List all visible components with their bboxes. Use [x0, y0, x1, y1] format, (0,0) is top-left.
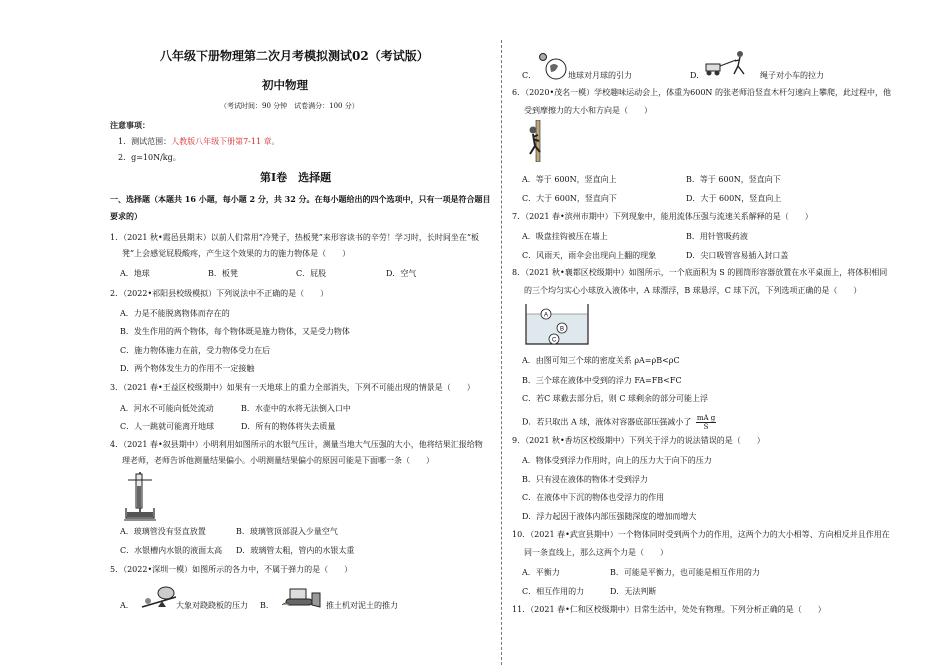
q2-stem: 2．（2022•祁阳县校级模拟）下列说法中不正确的是（ ）: [110, 289, 329, 298]
q8-option-b: B．三个球在液体中受到的浮力 FA=FB<FC: [522, 376, 682, 385]
q5-option-d-letter: D．: [690, 71, 705, 80]
q10-stem-line2: 同一条直线上，那么这两个力是（ ）: [524, 548, 668, 557]
q4-option-d: D．玻璃管太粗，管内的水银太重: [236, 546, 355, 555]
q9-option-c: C．在液体中下沉的物体也受浮力的作用: [522, 493, 665, 502]
ball-a-label: A: [544, 312, 549, 319]
exam-subtitle: 初中物理: [262, 78, 308, 92]
q8-option-d: [522, 414, 716, 431]
q4-option-c: C．水银槽内水银的液面太高: [120, 546, 223, 555]
q8-option-d-text: D．若只取出 A 球，液体对容器底部压强减小了: [522, 417, 692, 427]
notice-2: 2．g=10N/kg。: [118, 153, 181, 162]
q5-option-b: 推土机对泥土的推力: [326, 601, 398, 610]
section-intro-line1: 一、选择题（本题共 16 小题，每小题 2 分，共 32 分。在每小题给出的四个选项中，只有一项是符合题目: [110, 194, 491, 204]
rope-cart-figure: [702, 48, 752, 78]
q1-stem-line2: 凳”上会感觉屁股酸疼，产生这个效果的力的施力物体是（ ）: [122, 249, 351, 258]
ball-b-label: B: [560, 326, 565, 333]
notice-1: [118, 137, 280, 147]
q6-option-c: C．大于 600N，竖直向下: [522, 194, 617, 203]
q9-option-d: D．浮力起因于液体内部压强随深度的增加而增大: [522, 512, 697, 521]
q5-option-b-letter: B．: [260, 601, 274, 610]
q8-option-a: A．由图可知三个球的密度关系 ρA=ρB<ρC: [522, 356, 680, 365]
q7-option-a: A．吸盘挂钩被压在墙上: [522, 232, 608, 241]
earth-moon-figure: [538, 52, 568, 82]
q5-option-c: 地球对月球的引力: [568, 71, 632, 80]
q8-stem-line2: 的三个均匀实心小球放入液体中，A 球漂浮，B 球悬浮，C 球下沉，下列选项正确的是（ ）: [524, 286, 862, 295]
fraction-numerator: mA g: [696, 414, 716, 422]
q11-stem: 11．（2021 春•仁和区校级期中）日常生活中，处处有物理。下列分析正确的是（ ）: [512, 605, 826, 614]
q1-option-b: B．板凳: [208, 269, 238, 278]
q10-option-d: D．无法判断: [610, 587, 657, 596]
q7-option-c: C．风雨天，雨伞会出现向上翻的现象: [522, 251, 657, 260]
q9-option-a: A．物体受到浮力作用时，向上的压力大于向下的压力: [522, 456, 712, 465]
q4-option-b: B．玻璃管顶部混入少量空气: [236, 527, 338, 536]
q2-option-c: C．施力物体施力在前，受力物体受力在后: [120, 346, 271, 355]
q5-option-a-letter: A．: [120, 601, 134, 610]
q5-option-d: 绳子对小车的拉力: [760, 71, 824, 80]
q6-option-b: B．等于 600N，竖直向下: [686, 175, 781, 184]
fraction-denominator: S: [703, 423, 709, 431]
notice-title: 注意事项：: [110, 120, 150, 130]
q4-stem-line1: 4．（2021 春•叙县期中）小明利用如图所示的水银气压计，测量当地大气压强的大小，他将结果汇报给物: [110, 440, 483, 449]
q5-option-a: 大象对跷跷板的压力: [176, 601, 248, 610]
q8-option-d-fraction: [696, 414, 716, 431]
q7-option-b: B．用针管吸药液: [686, 232, 748, 241]
q6-stem-line1: 6．（2020•茂名一模）学校趣味运动会上，体重为600N 的张老师沿竖直木杆匀速向上攀爬，此过程中，他: [512, 88, 891, 97]
section-intro-line2: 要求的）: [110, 211, 142, 221]
q7-option-d: D．尖口吸管容易插入封口盖: [686, 251, 789, 260]
q3-option-b: B．水壶中的水将无法倒入口中: [241, 404, 351, 413]
q3-option-c: C．人一跳就可能离开地球: [120, 422, 215, 431]
container-balls-figure: [524, 302, 590, 346]
q3-option-d: D．所有的物体将失去质量: [241, 422, 336, 431]
q6-stem-line2: 受到摩擦力的大小和方向是（ ）: [524, 106, 652, 115]
notice-1-label: 1．测试范围：: [118, 137, 172, 146]
q8-option-c: C．若C 球截去部分后，则 C 球剩余的部分可能上浮: [522, 394, 708, 403]
q2-option-d: D．两个物体发生力的作用不一定接触: [120, 364, 255, 373]
q10-option-b: B．可能是平衡力，也可能是相互作用的力: [610, 568, 760, 577]
q4-option-a: A．玻璃管没有竖直放置: [120, 527, 206, 536]
q9-option-b: B．只有浸在液体的物体才受到浮力: [522, 475, 648, 484]
q1-option-a: A．地球: [120, 269, 150, 278]
q5-option-c-letter: C．: [522, 71, 537, 80]
q3-stem: 3．（2021 春•王益区校级期中）如果有一天地球上的重力全部消失，下列不可能出现的情景是（ ）: [110, 383, 475, 392]
column-divider: [501, 40, 502, 665]
q3-option-a: A．河水不可能向低处流动: [120, 404, 214, 413]
q10-option-a: A．平衡力: [522, 568, 560, 577]
q9-stem: 9．（2021 秋•香坊区校级期中）下列关于浮力的说法错误的是（ ）: [512, 436, 765, 445]
q6-option-a: A．等于 600N，竖直向上: [522, 175, 617, 184]
elephant-seesaw-figure: [140, 583, 178, 611]
q10-stem-line1: 10．（2021 春•武宣县期中）一个物体同时受到两个力的作用，这两个力的大小相等、方向相反并且作用在: [512, 530, 890, 539]
notice-1-range: 人教版八年级下册第7-11 章。: [171, 137, 280, 146]
q2-option-a: A．力是不能脱离物体而存在的: [120, 309, 230, 318]
q6-option-d: D．大于 600N，竖直向上: [686, 194, 782, 203]
climbing-pole-figure: [524, 120, 552, 162]
q8-stem-line1: 8．（2021 秋•襄都区校级期中）如图所示，一个底面积为 S 的圆筒形容器放置在水平桌面上，将体积相同: [512, 268, 888, 277]
q1-option-c: C．屁股: [296, 269, 327, 278]
q5-stem: 5．（2022•深圳一模）如图所示的各力中，不属于弹力的是（ ）: [110, 565, 353, 574]
q7-stem: 7．（2021 春•滨州市期中）下列现象中，能用流体压强与流速关系解释的是（ ）: [512, 212, 813, 221]
q10-option-c: C．相互作用的力: [522, 587, 585, 596]
section-title: 第Ⅰ卷 选择题: [260, 171, 332, 184]
barometer-figure: [120, 470, 160, 522]
q1-stem-line1: 1．（2021 秋•霞邑县期末）以前人们常用“冷凳子，热板凳”来形容读书的辛劳！学习时，长时间坐在“板: [110, 233, 479, 242]
bulldozer-figure: [282, 583, 322, 611]
q2-option-b: B．发生作用的两个物体，每个物体既是施力物体，又是受力物体: [120, 327, 350, 336]
q4-stem-line2: 理老师，老师告诉他测量结果偏小。小明测量结果偏小的原因可能是下面哪一条（ ）: [122, 456, 434, 465]
exam-meta: （考试时间：90 分钟 试卷满分：100 分）: [220, 102, 359, 110]
exam-title: 八年级下册物理第二次月考模拟测试02（考试版）: [160, 49, 429, 63]
q1-option-d: D．空气: [386, 269, 417, 278]
ball-c-label: C: [552, 337, 557, 344]
